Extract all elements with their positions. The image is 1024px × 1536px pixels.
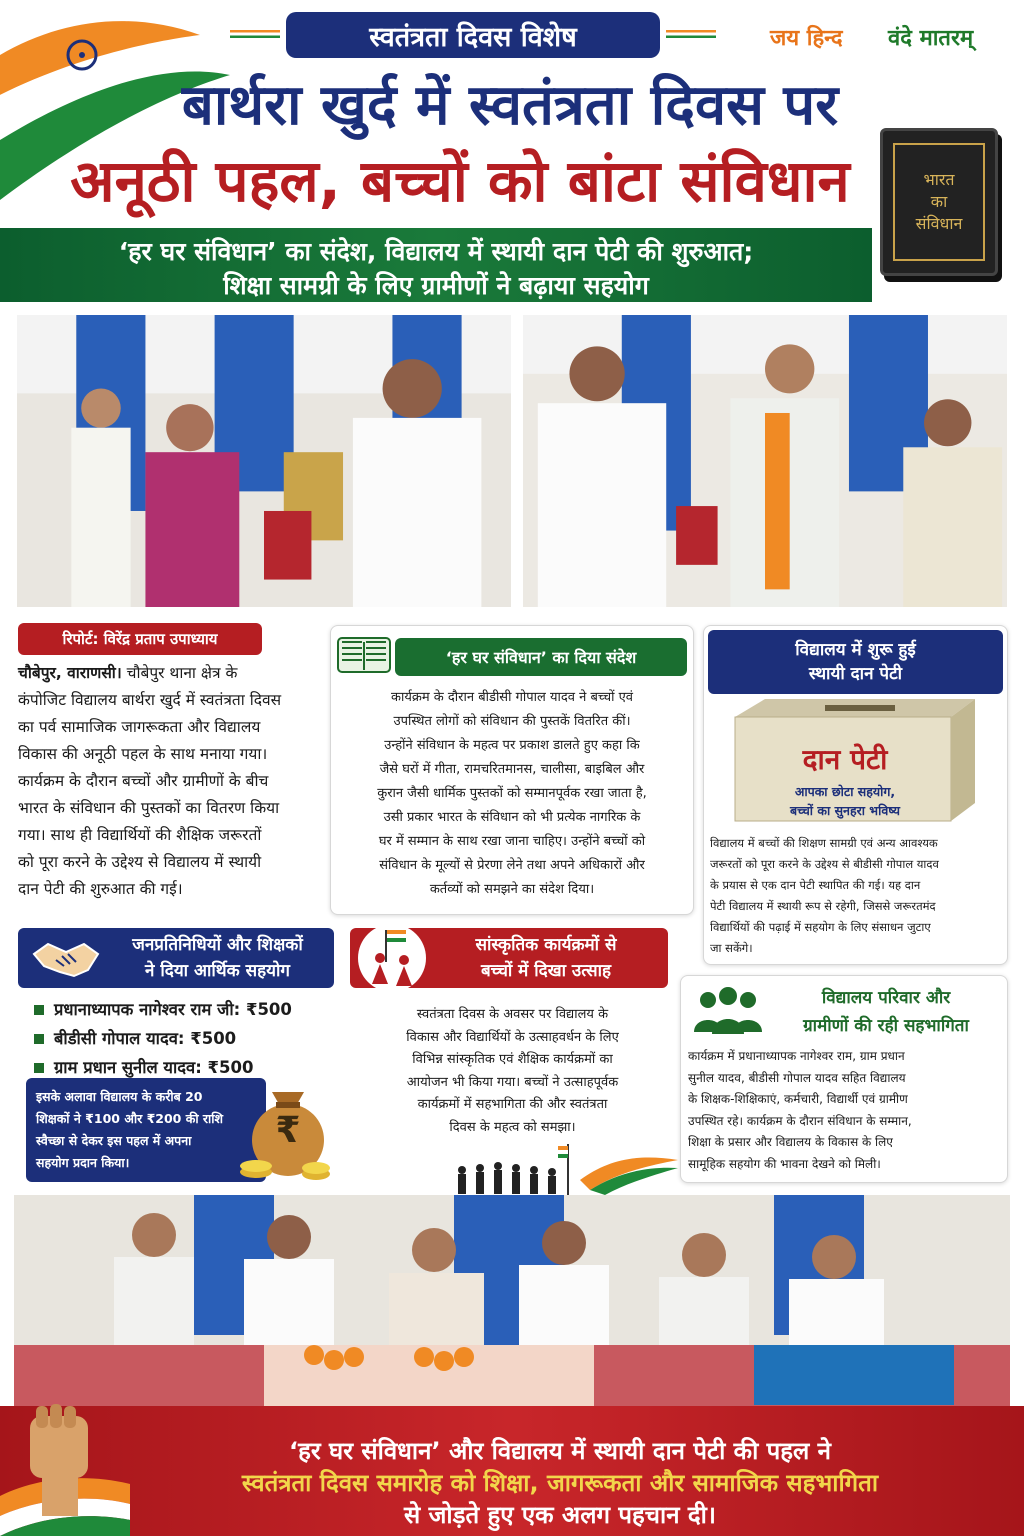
group-people-icon [692,986,764,1036]
footer-line-3: से जोड़ते हुए एक अलग पहचान दी। [404,1501,716,1529]
rupee-symbol: ₹ [275,1110,301,1151]
photo-book-distribution-right [520,312,1010,610]
participation-article: कार्यक्रम में प्रधानाध्यापक नागेश्वर राम, ग्राम प्रधान सुनील यादव, बीडीसी गोपाल यादव सहित विद्यालय के शिक्षक-शिक्षिकाएं, कर्मचारी, विद्यार्थी एवं ग्रामीण उपस्थित रहे। कार्यक्रम के दौरान संविधान के सम्मान, शिक्षा के प्रसार और विद्यालय के विकास के लिए सामूहिक सहयोग की भावना देखने को मिली। [688,1049,912,1171]
footer-line-2: स्वतंत्रता दिवस समारोह को शिक्षा, जागरूकता और सामाजिक सहभागिता [241,1469,879,1497]
tricolor-strip-right [666,30,716,38]
reporter-byline: रिपोर्ट: विरेंद्र प्रताप उपाध्याय [18,623,262,655]
special-edition-badge: स्वतंत्रता दिवस विशेष [286,12,660,58]
constitution-section-title: ‘हर घर संविधान’ का दिया संदेश [395,638,687,676]
handshake-icon [30,934,102,982]
list-item: ग्राम प्रधान सुनील यादव: ₹500 [34,1053,334,1082]
list-item: प्रधानाध्यापक नागेश्वर राम जी: ₹500 [34,995,334,1024]
participation-section-title: विद्यालय परिवार और ग्रामीणों की रही सहभागिता [803,988,969,1036]
cultural-section-title: सांस्कृतिक कार्यक्रमों से बच्चों में दिखा उत्साह [475,935,617,981]
teacher-contribution-note: इसके अलावा विद्यालय के करीब 20 शिक्षकों ने ₹100 और ₹200 की राशि स्वैच्छा से देकर इस पहल में अपना सहयोग प्रदान किया। [26,1078,266,1182]
book-title-3: संविधान [915,214,963,233]
book-title-1: भारत [923,170,955,189]
celebrating-crowd-silhouette [440,1140,680,1195]
support-section-title: जनप्रतिनिधियों और शिक्षकों ने दिया आर्थिक सहयोग [132,935,303,981]
subheadline-line-1: ‘हर घर संविधान’ का संदेश, विद्यालय में स्थायी दान पेटी की शुरुआत; [118,237,754,266]
raised-fist-icon [0,1386,130,1536]
open-book-icon [336,634,392,674]
photo-book-distribution-left [14,312,514,610]
jai-hind-text: जय हिन्द [770,26,843,51]
constitution-article: कार्यक्रम के दौरान बीडीसी गोपाल यादव ने बच्चों एवं उपस्थित लोगों को संविधान की पुस्तकें वितरित कीं। उन्होंने संविधान के महत्व पर प्रकाश डालते हुए कहा कि जैसे घरों में गीता, रामचरितमानस, चालीसा, बाइबिल और कुरान जैसी धार्मिक पुस्तकों को सम्मानपूर्वक रखा जाता है, उसी प्रकार भारत के संविधान को भी प्रत्येक नागरिक के घर में सम्मान के साथ रखा जाना चाहिए। उन्होंने बच्चों को संविधान के मूल्यों से प्रेरणा लेने तथा अपने अधिकारों और कर्तव्यों को समझने का संदेश दिया। [377,690,647,897]
report-article: चौबेपुर, वाराणसी। चौबेपुर थाना क्षेत्र के कंपोजिट विद्यालय बार्थरा खुर्द में स्वतंत्रता दिवस का पर्व सामाजिक जागरूकता और विद्यालय विकास की अनूठी पहल के साथ मनाया गया। कार्यक्रम के दौरान बच्चों और ग्रामीणों के बीच भारत के संविधान की पुस्तकों का वितरण किया गया। साथ ही विद्यार्थियों की शैक्षिक जरूरतों को पूरा करने के उद्देश्य से विद्यालय में स्थायी दान पेटी की शुरुआत की गई। [18,664,282,898]
subheadline-line-2: शिक्षा सामग्री के लिए ग्रामीणों ने बढ़ाया सहयोग [223,271,649,300]
report-dateline: चौबेपुर, वाराणसी। [18,664,122,682]
group-photo-dignitaries [14,1195,1010,1417]
headline-line-1: बार्थरा खुर्द में स्वतंत्रता दिवस पर [181,73,839,138]
donation-article: विद्यालय में बच्चों की शिक्षण सामग्री एवं अन्य आवश्यक जरूरतों को पूरा करने के उद्देश्य से बीडीसी गोपाल यादव के प्रयास से एक दान पेटी स्थापित की गई। यह दान पेटी विद्यालय में स्थायी रूप से रहेगी, जिससे जरूरतमंद विद्यार्थियों की पढ़ाई में सहयोग के लिए संसाधन जुटाए जा सकेंगे। [710,836,939,955]
footer-line-1: ‘हर घर संविधान’ और विद्यालय में स्थायी दान पेटी की पहल ने [289,1437,831,1465]
headline-line-2: अनूठी पहल, बच्चों को बांटा संविधान [70,147,850,215]
cultural-article: स्वतंत्रता दिवस के अवसर पर विद्यालय के विकास और विद्यार्थियों के उत्साहवर्धन के लिए विभिन्न सांस्कृतिक एवं शैक्षिक कार्यक्रमों का आयोजन भी किया गया। बच्चों ने उत्साहपूर्वक कार्यक्रमों में सहभागिता की और स्वतंत्रता दिवस के महत्व को समझा। [406,1007,619,1135]
donation-box-label: दान पेटी [802,743,888,776]
book-title-2: का [930,192,948,211]
donation-box-tagline: आपका छोटा सहयोग, बच्चों का सुनहरा भविष्य [790,784,900,818]
donation-section-title: विद्यालय में शुरू हुई स्थायी दान पेटी [708,630,1003,694]
tricolor-strip-left [230,30,280,38]
list-item: बीडीसी गोपाल यादव: ₹500 [34,1024,334,1053]
dancing-children-icon [352,922,432,994]
constitution-book-icon [880,128,998,276]
vande-mataram-text: वंदे मातरम् [888,26,974,51]
